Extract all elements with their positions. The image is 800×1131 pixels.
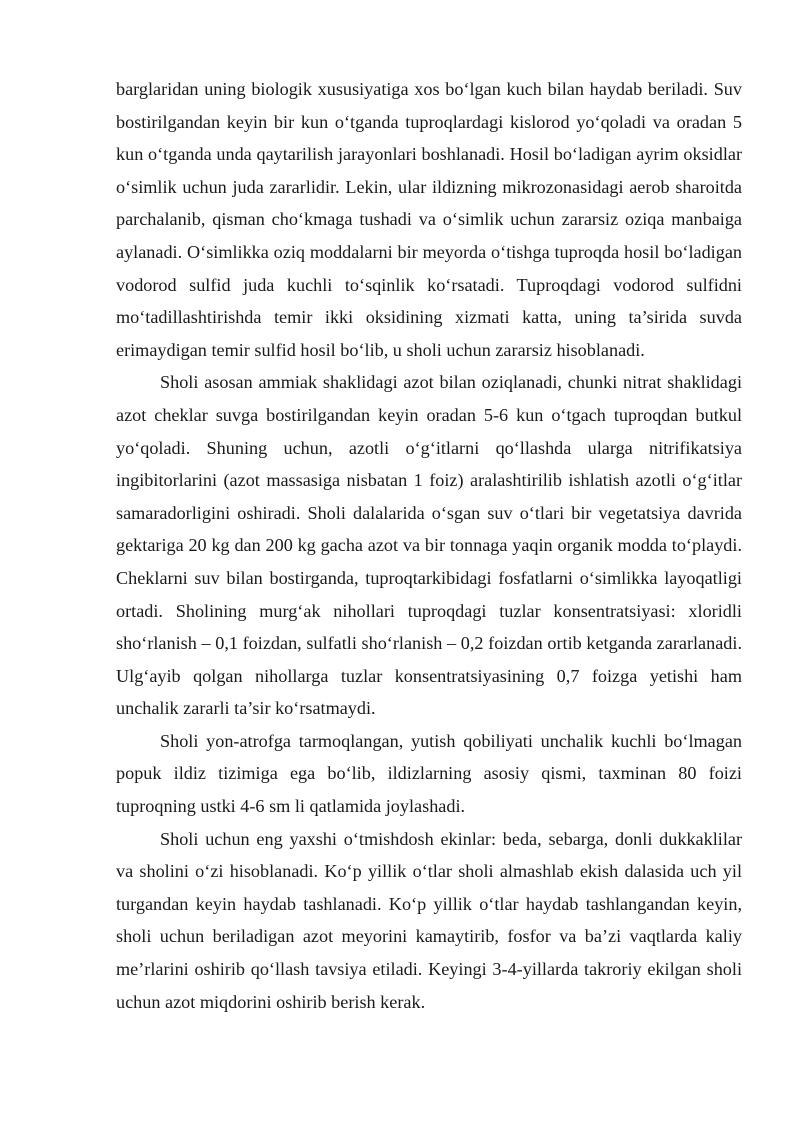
paragraph-root-system: Sholi yon-atrofga tarmoqlangan, yutish qobiliyati unchalik kuchli bo‘lmagan popuk ildiz tizimiga ega bo‘lib, ildizlarning asosiy qismi, taxminan 80 foizi tuproqning ustki 4-6 sm li qatlamida joylashadi. <box>116 730 742 817</box>
paragraph-predecessor-crops: Sholi uchun eng yaxshi o‘tmishdosh ekinlar: beda, sebarga, donli dukkaklilar va sholini o‘zi hisoblanadi. Ko‘p yillik o‘tlar sholi almashlab ekish dalasida uch yil turgandan keyin haydab tashlanadi. Ko‘p yillik o‘tlar haydab tashlangandan keyin, sholi uchun beriladigan azot meyorini kamaytirib, fosfor va ba’zi vaqtlarda kaliy me’rlarini oshirib qo‘llash tavsiya etiladi. Keyingi 3-4-yillarda takroriy ekilgan sholi uchun azot miqdorini oshirib berish kerak. <box>116 828 742 1012</box>
paragraph-nitrogen-nutrition: Sholi asosan ammiak shaklidagi azot bilan oziqlanadi, chunki nitrat shaklidagi azot cheklar suvga bostirilgandan keyin oradan 5-6 kun o‘tgach tuproqdan butkul yo‘qoladi. Shuning uchun, azotli o‘g‘itlarni qo‘llashda ularga nitrifikatsiya ingibitorlarini (azot massasiga nisbatan 1 foiz) aralashtirilib ishlatish azotli o‘g‘itlar samaradorligini oshiradi. Sholi dalalarida o‘sgan suv o‘tlari bir vegetatsiya davrida gektariga 20 kg dan 200 kg gacha azot va bir tonnaga yaqin organik modda to‘playdi. Cheklarni suv bilan bostirganda, tuproqtarkibidagi fosfatlarni o‘simlikka layoqatligi ortadi. Sholining murg‘ak nihollari tuproqdagi tuzlar konsentratsiyasi: xloridli sho‘rlanish – 0,1 foizdan, sulfatli sho‘rlanish – 0,2 foizdan ortib ketganda zararlanadi. Ulg‘ayib qolgan nihollarga tuzlar konsentratsiyasining 0,7 foizga yetishi ham unchalik zararli ta’sir ko‘rsatmaydi. <box>116 372 742 719</box>
paragraph-continuation: barglaridan uning biologik xususiyatiga xos bo‘lgan kuch bilan haydab beriladi. Suv bostirilgandan keyin bir kun o‘tganda tuproqlardagi kislorod yo‘qoladi va oradan 5 kun o‘tganda unda qaytarilish jarayonlari boshlanadi. Hosil bo‘ladigan ayrim oksidlar o‘simlik uchun juda zararlidir. Lekin, ular ildizning mikrozonasidagi aerob sharoitda parchalanib, qisman cho‘kmaga tushadi va o‘simlik uchun zararsiz oziqa manbaiga aylanadi. O‘simlikka oziq moddalarni bir meyorda o‘tishga tuproqda hosil bo‘ladigan vodorod sulfid juda kuchli to‘sqinlik ko‘rsatadi. Tuproqdagi vodorod sulfidni mo‘tadillashtirishda temir ikki oksidining xizmati katta, uning ta’sirida suvda erimaydigan temir sulfid hosil bo‘lib, u sholi uchun zararsiz hisoblanadi. <box>116 79 742 360</box>
document-page <box>116 73 742 1018</box>
